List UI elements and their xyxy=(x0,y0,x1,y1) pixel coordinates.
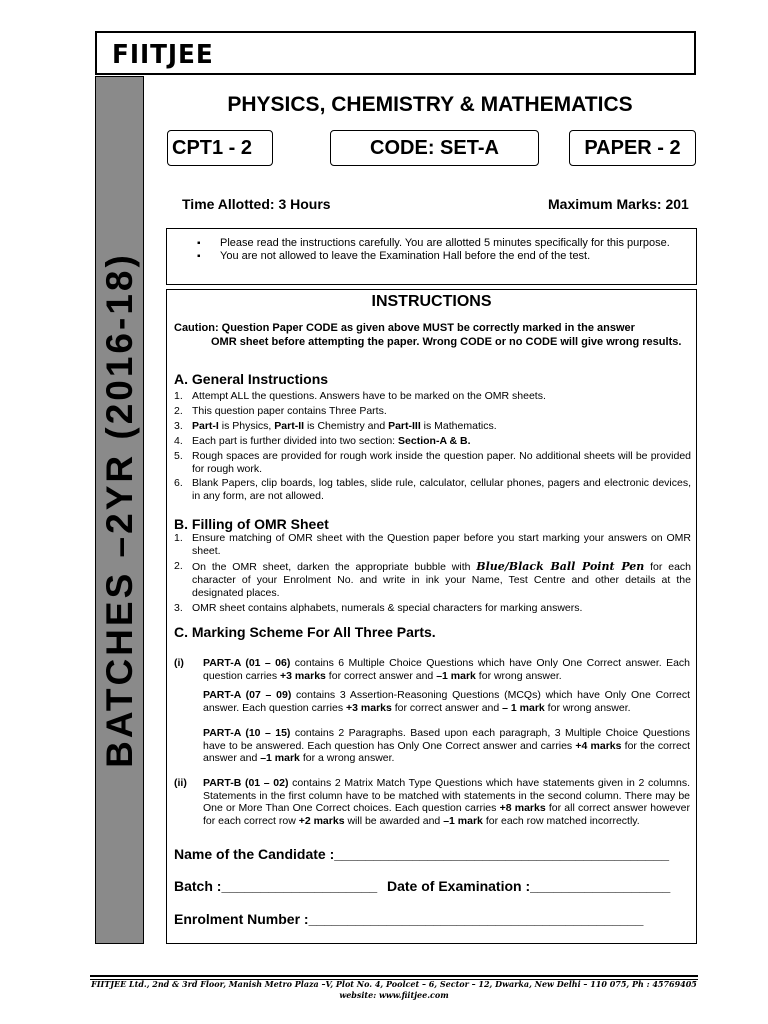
footer-address-line: FIITJEE Ltd., 2nd & 3rd Floor, Manish Metro Plaza –V, Plot No. 4, Poolcet – 6, Sector – 12, Dwarka, New Delhi – 110 075, Ph : 45769405 xyxy=(91,979,697,989)
time-allotted: Time Allotted: 3 Hours xyxy=(182,196,331,212)
list-item: 1. Ensure matching of OMR sheet with the Question paper before you start marking your answers on OMR sheet. xyxy=(174,532,691,557)
footer-website[interactable]: website: www.fiitjee.com xyxy=(339,990,449,1000)
page-title: PHYSICS, CHEMISTRY & MATHEMATICS xyxy=(227,93,633,116)
marking-part-a-1: PART-A (01 – 06) contains 6 Multiple Choice Questions which have Only One Correct answer. Each question carries +3 marks for correct answer and –1 mark for wrong answer. xyxy=(203,657,691,682)
caution-line-1: Caution: Question Paper CODE as given above MUST be correctly marked in the answer xyxy=(174,322,635,334)
note-item: ▪ Please read the instructions carefully. You are allotted 5 minutes specifically for this purpose. xyxy=(197,237,687,250)
maximum-marks: Maximum Marks: 201 xyxy=(548,196,689,212)
section-b-heading: B. Filling of OMR Sheet xyxy=(174,516,329,532)
marking-part-a-3: PART-A (10 – 15) contains 2 Paragraphs. Based upon each paragraph, 3 Multiple Choice Questions have to be answered. Each question has Only One Correct answer and carries +4 marks for the correct answer and –1 mark for a wrong answer. xyxy=(203,727,690,765)
cpt-badge: CPT1 - 2 xyxy=(167,130,273,166)
caution-line-2: OMR sheet before attempting the paper. Wrong CODE or no CODE will give wrong results. xyxy=(211,335,682,348)
list-item: 2. This question paper contains Three Parts. xyxy=(174,404,387,417)
batch-field[interactable]: Batch :____________________ xyxy=(174,878,378,894)
section-b-list xyxy=(174,532,691,617)
paper-badge: PAPER - 2 xyxy=(569,130,696,166)
marking-label-i: (i) xyxy=(174,657,184,669)
instructions-title: INSTRUCTIONS xyxy=(371,293,492,310)
batch-sidebar-text: BATCHES –2YR (2016-18) xyxy=(99,252,140,768)
list-item: 2. On the OMR sheet, darken the appropriate bubble with Blue/Black Ball Point Pen for each character of your Enrolment No. and write in ink your Name, Test Centre and other details at the designated places. xyxy=(174,559,691,599)
list-item: 3. Part-I is Physics, Part-II is Chemistry and Part-III is Mathematics. xyxy=(174,419,497,432)
footer-divider xyxy=(90,975,698,977)
note-item: ▪ You are not allowed to leave the Examination Hall before the end of the test. xyxy=(197,250,687,263)
marking-label-ii: (ii) xyxy=(174,777,187,789)
list-item: 5. Rough spaces are provided for rough work inside the question paper. No additional sheets will be provided for rough work. xyxy=(174,449,691,475)
date-of-examination-field[interactable]: Date of Examination :__________________ xyxy=(387,878,671,894)
list-item: 4. Each part is further divided into two section: Section-A & B. xyxy=(174,434,471,447)
section-a-heading: A. General Instructions xyxy=(174,371,329,387)
fiitjee-logo: FIITJEE xyxy=(112,40,214,70)
list-item: 6. Blank Papers, clip boards, log tables, slide rule, calculator, cellular phones, pagers and electronic devices, in any form, are not allowed. xyxy=(174,477,691,503)
list-item: 3. OMR sheet contains alphabets, numerals & special characters for marking answers. xyxy=(174,601,583,614)
code-badge: CODE: SET-A xyxy=(330,130,539,166)
footer-address xyxy=(90,979,698,1001)
marking-part-b: PART-B (01 – 02) contains 2 Matrix Match Type Questions which have statements given in 2 columns. Statements in the first column have to be matched with statements in the second column. There may be One or More Than One Correct choices. Each question carries +8 marks for all correct answer however for each correct row +2 marks will be awarded and –1 mark for each row matched incorrectly. xyxy=(203,777,690,827)
list-item: 1. Attempt ALL the questions. Answers have to be marked on the OMR sheets. xyxy=(174,390,546,402)
section-c-heading: C. Marking Scheme For All Three Parts. xyxy=(174,624,436,640)
enrolment-number-field[interactable]: Enrolment Number :___________________________________________ xyxy=(174,911,644,927)
notes-box xyxy=(166,228,697,285)
marking-part-a-2: PART-A (07 – 09) contains 3 Assertion-Reasoning Questions (MCQs) which have Only One Correct answer. Each question carries +3 marks for correct answer and – 1 mark for wrong answer. xyxy=(203,689,690,714)
section-a-list xyxy=(174,390,691,505)
candidate-name-field[interactable]: Name of the Candidate :___________________________________________ xyxy=(174,846,670,862)
caution-text xyxy=(174,322,691,349)
